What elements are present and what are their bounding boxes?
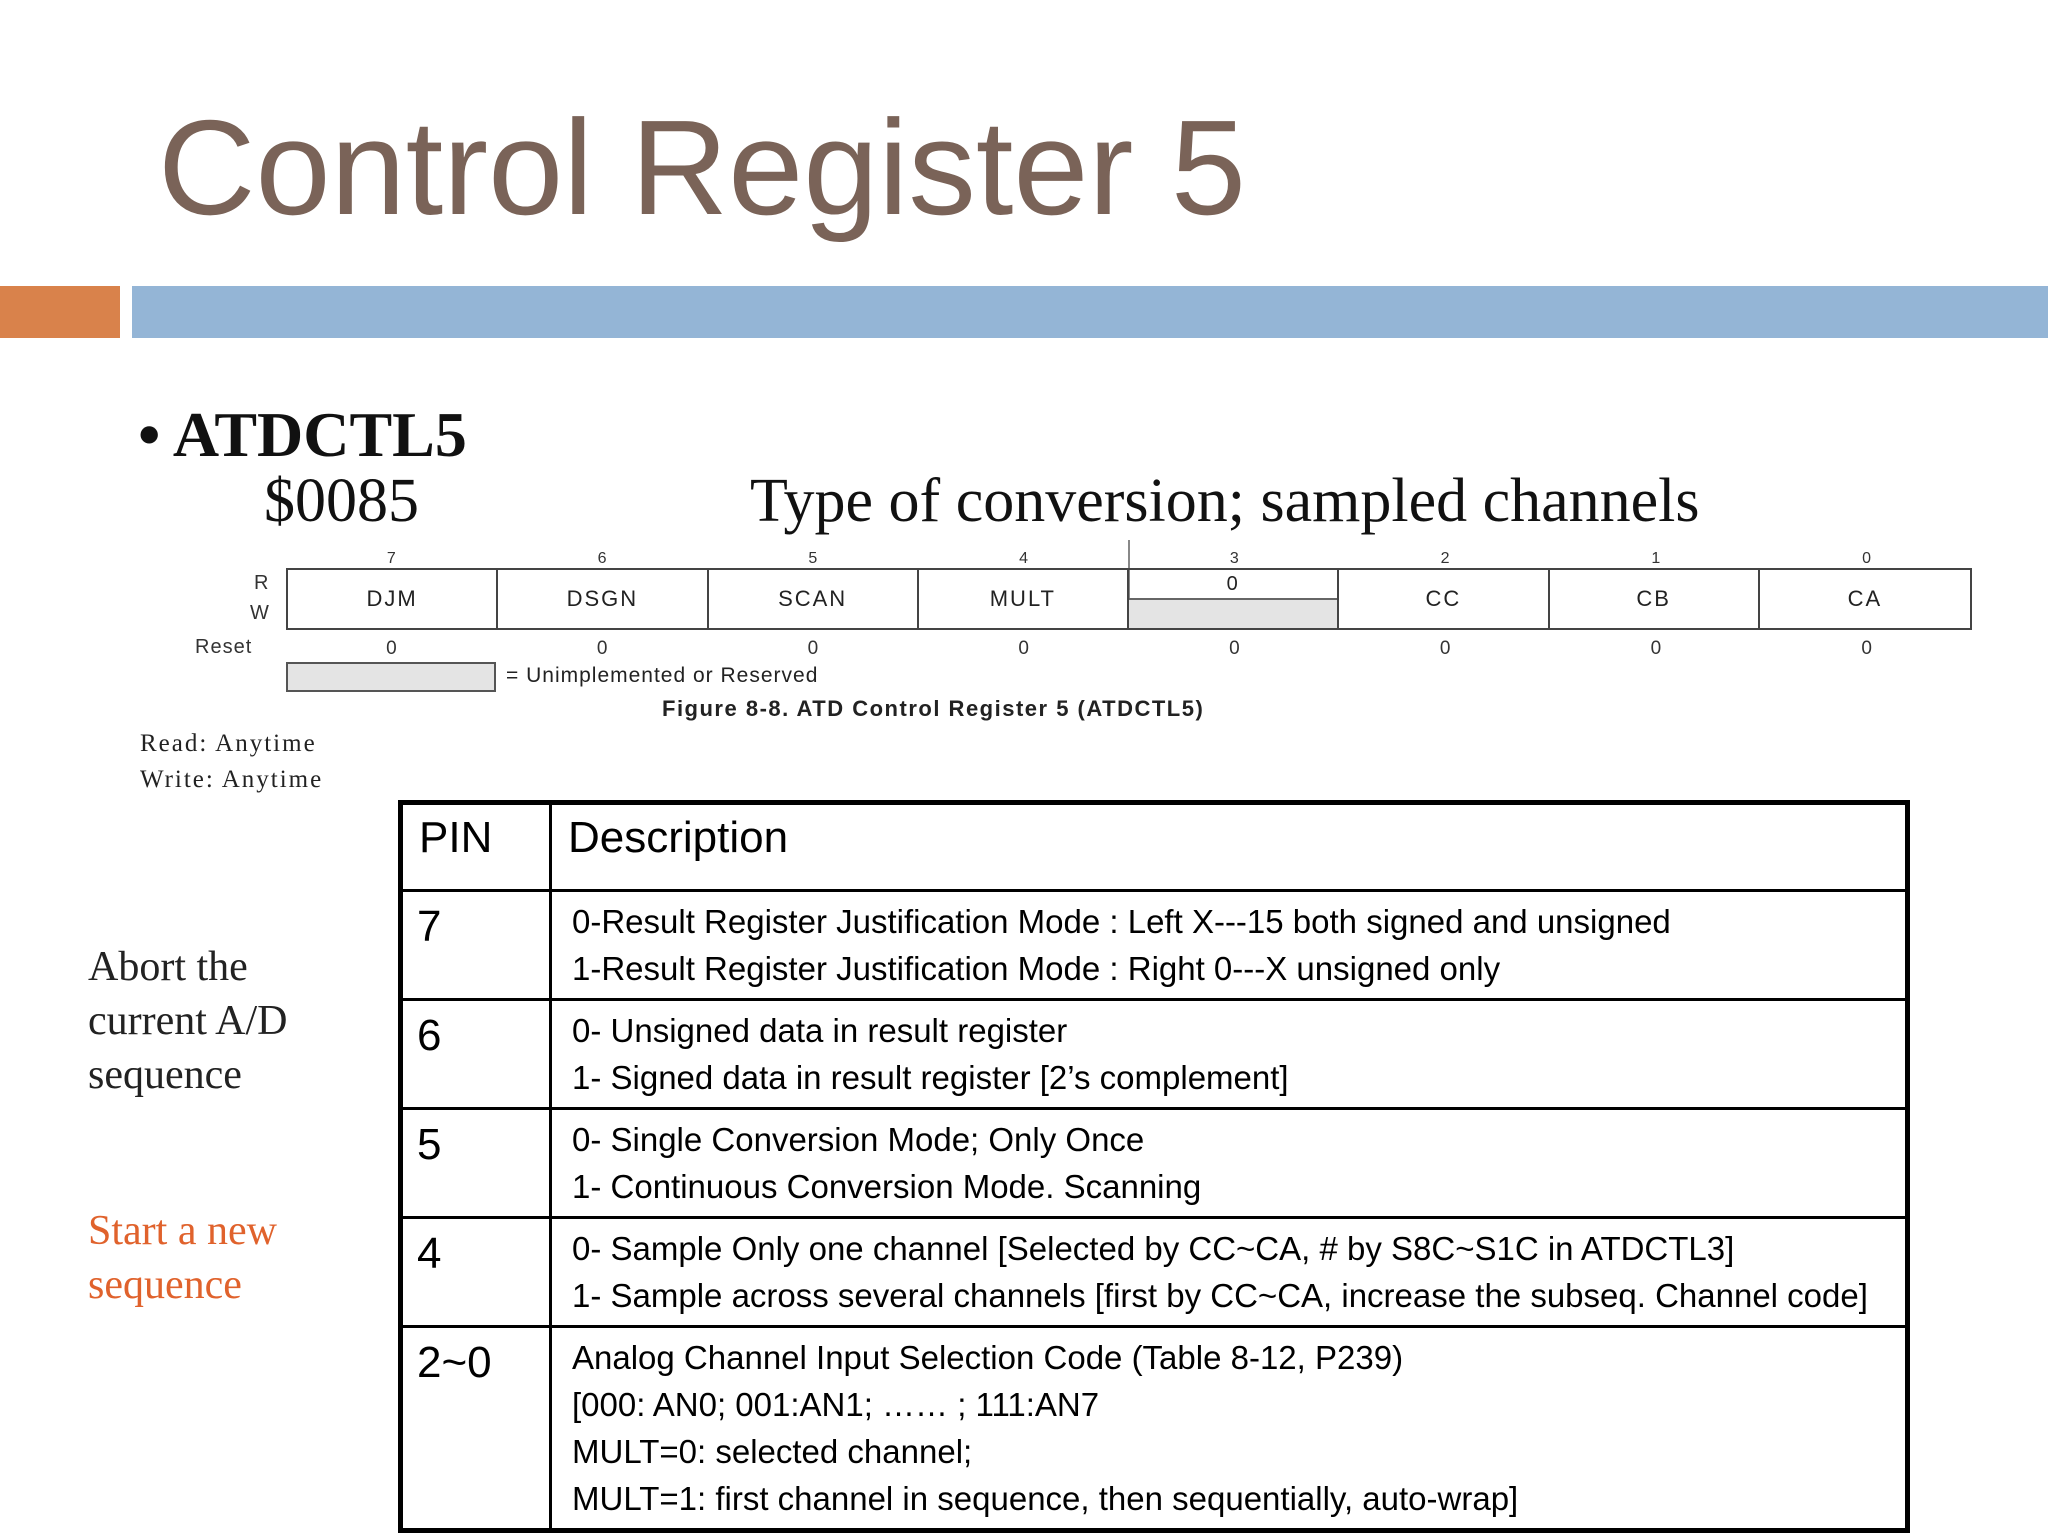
description-line: 1-Result Register Justification Mode : Right 0---X unsigned only — [572, 950, 1501, 987]
abort-note-line: current A/D — [88, 998, 288, 1044]
start-note — [88, 1204, 348, 1312]
write-access-note: Write: Anytime — [140, 766, 324, 793]
bit-number: 7 — [386, 550, 396, 567]
slide-subtitle: Type of conversion; sampled channels — [750, 467, 1700, 535]
description-line: 1- Continuous Conversion Mode. Scanning — [572, 1168, 1202, 1205]
bit-number: 2 — [1440, 550, 1450, 567]
abort-note — [88, 940, 348, 1102]
bullet-heading — [138, 398, 467, 472]
bit-number: 3 — [1229, 550, 1239, 567]
bit-cell-cb: CB — [1550, 570, 1760, 628]
abort-note-line: Abort the — [88, 944, 248, 990]
pin-cell: 7 — [401, 891, 551, 1000]
table-row — [401, 1109, 1908, 1218]
reset-value: 0 — [1439, 638, 1451, 659]
read-row-label: R — [254, 572, 270, 594]
bit-number: 1 — [1651, 550, 1661, 567]
bit-number: 6 — [597, 550, 607, 567]
pin-cell: 2~0 — [401, 1327, 551, 1531]
pin-column-header: PIN — [401, 803, 551, 891]
reset-value-row — [286, 638, 1972, 660]
description-line: 1- Signed data in result register [2’s complement] — [572, 1059, 1289, 1096]
figure-caption: Figure 8-8. ATD Control Register 5 (ATDCTL5) — [662, 696, 1205, 721]
pin-description-table — [398, 800, 1910, 1533]
title-accent-bar-blue — [132, 286, 2048, 338]
description-cell — [551, 1109, 1908, 1218]
start-note-line: sequence — [88, 1262, 242, 1308]
bit-cell-djm: DJM — [288, 570, 498, 628]
description-line: Analog Channel Input Selection Code (Table 8-12, P239) — [572, 1339, 1404, 1376]
reset-value: 0 — [807, 638, 819, 659]
bit-cell-cc: CC — [1339, 570, 1549, 628]
description-line: 0- Sample Only one channel [Selected by CC~CA, # by S8C~S1C in ATDCTL3] — [572, 1230, 1735, 1267]
reset-value: 0 — [1650, 638, 1662, 659]
description-column-header: Description — [551, 803, 1908, 891]
abort-note-line: sequence — [88, 1052, 242, 1098]
bit-cell-dsgn: DSGN — [498, 570, 708, 628]
pin-cell: 4 — [401, 1218, 551, 1327]
description-line: [000: AN0; 001:AN1; …… ; 111:AN7 — [572, 1386, 1100, 1423]
description-line: MULT=1: first channel in sequence, then sequentially, auto-wrap] — [572, 1480, 1519, 1517]
write-row-label: W — [250, 602, 270, 624]
unimplemented-shading — [1129, 598, 1337, 628]
table-row — [401, 891, 1908, 1000]
table-row — [401, 1000, 1908, 1109]
title-accent-bar-orange — [0, 286, 120, 338]
table-header-row — [401, 803, 1908, 891]
read-access-note: Read: Anytime — [140, 730, 317, 757]
register-name: ATDCTL5 — [172, 399, 467, 470]
pin-cell: 6 — [401, 1000, 551, 1109]
bit-cell-read-value: 0 — [1226, 572, 1240, 595]
table-row — [401, 1218, 1908, 1327]
description-cell — [551, 1327, 1908, 1531]
description-line: 0- Unsigned data in result register — [572, 1012, 1068, 1049]
register-bit-grid — [286, 568, 1972, 630]
bit-number: 0 — [1862, 550, 1872, 567]
bit-cell-mult: MULT — [919, 570, 1129, 628]
description-line: 0-Result Register Justification Mode : Left X---15 both signed and unsigned — [572, 903, 1671, 940]
table-row — [401, 1327, 1908, 1531]
slide-title: Control Register 5 — [158, 92, 1246, 243]
pin-cell: 5 — [401, 1109, 551, 1218]
description-line: 0- Single Conversion Mode; Only Once — [572, 1121, 1145, 1158]
description-cell — [551, 1000, 1908, 1109]
legend-text: = Unimplemented or Reserved — [506, 664, 819, 687]
description-cell — [551, 1218, 1908, 1327]
description-line: MULT=0: selected channel; — [572, 1433, 973, 1470]
reset-value: 0 — [1018, 638, 1029, 659]
legend-swatch — [286, 662, 496, 692]
bit-number: 5 — [808, 550, 818, 567]
reset-value: 0 — [386, 638, 397, 659]
bullet-icon: • — [138, 399, 173, 470]
reset-value: 0 — [1861, 638, 1872, 659]
reset-value: 0 — [1229, 638, 1240, 659]
description-line: 1- Sample across several channels [first by CC~CA, increase the subseq. Channel code] — [572, 1277, 1868, 1314]
bit-cell-scan: SCAN — [709, 570, 919, 628]
register-address: $0085 — [264, 467, 419, 535]
description-cell — [551, 891, 1908, 1000]
bit-number: 4 — [1019, 550, 1029, 567]
bit-cell-ca: CA — [1847, 586, 1883, 611]
reset-value: 0 — [596, 638, 608, 659]
reset-row-label: Reset — [195, 636, 253, 658]
bit-cell-unimplemented — [1129, 570, 1339, 628]
start-note-line: Start a new — [88, 1208, 277, 1254]
